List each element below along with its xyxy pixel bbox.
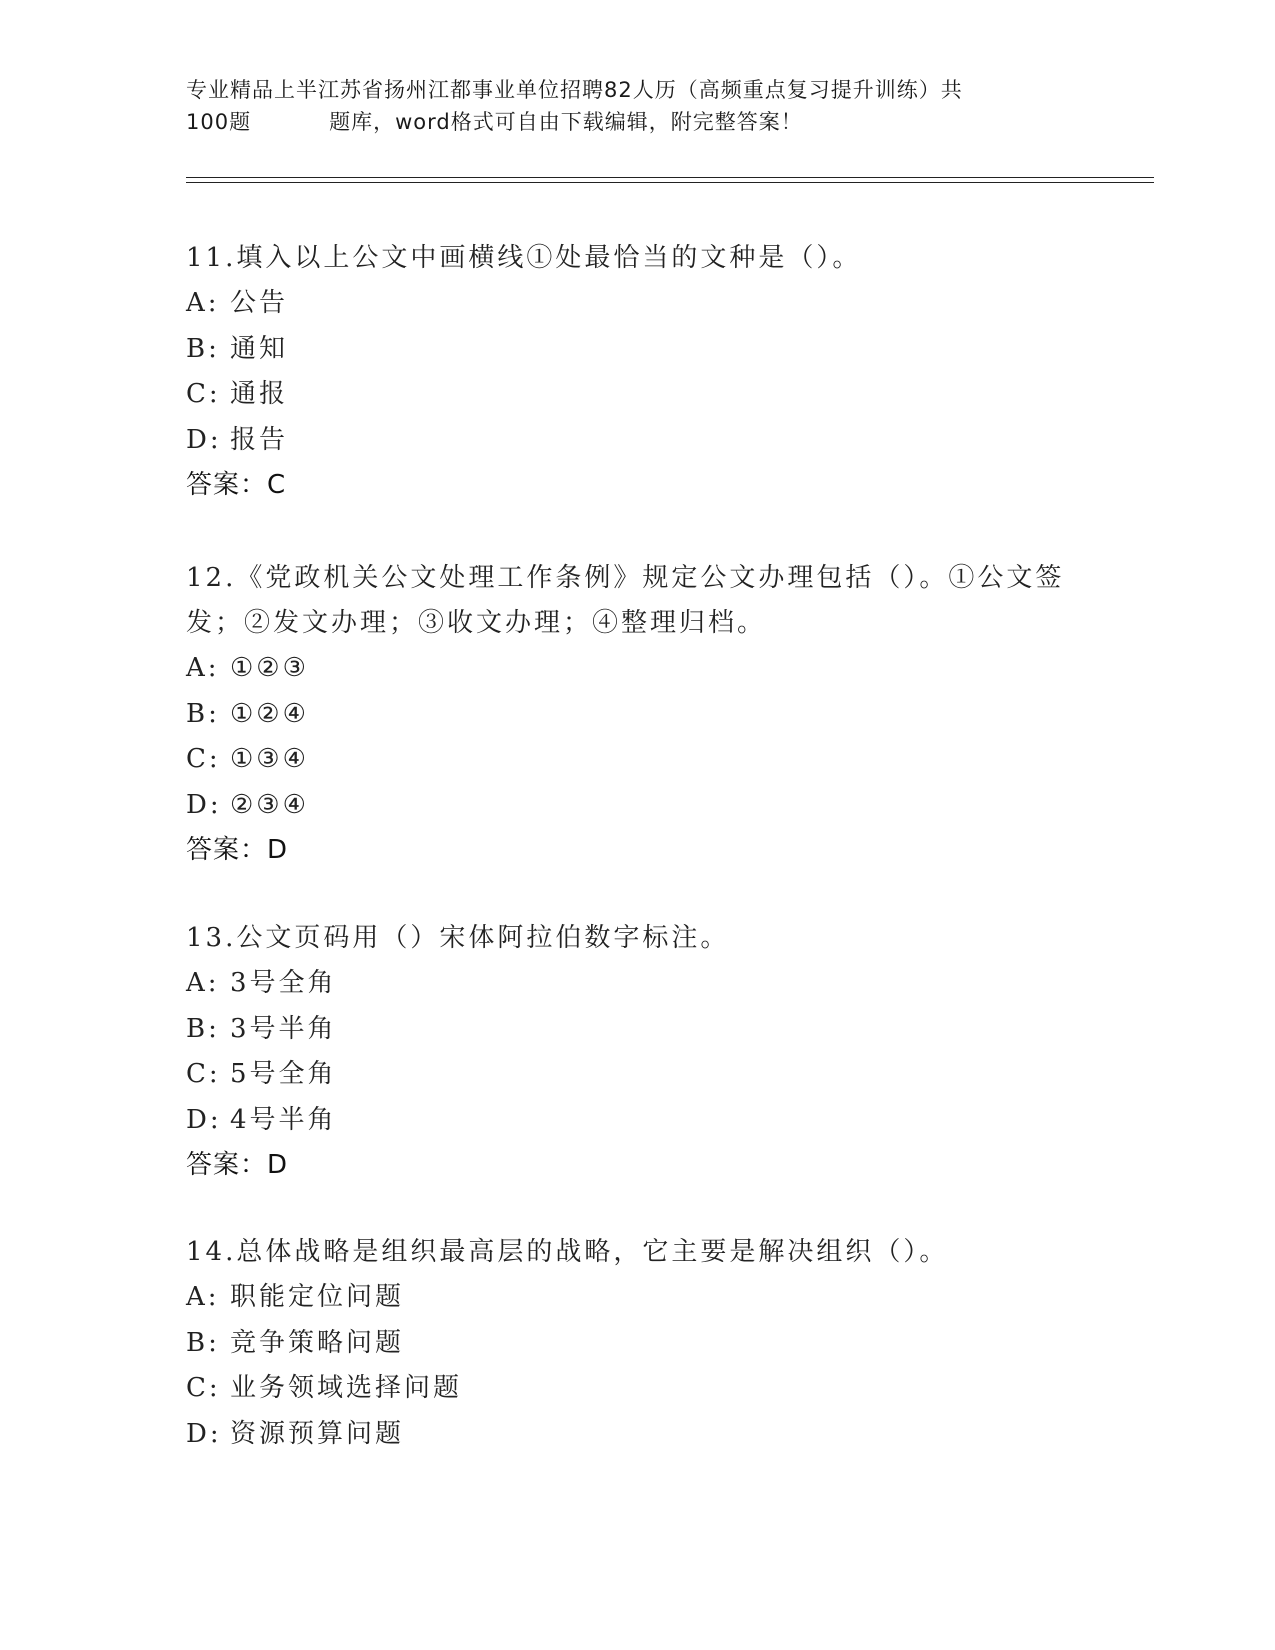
option-b <box>186 1007 1086 1053</box>
option-d <box>186 1412 1086 1458</box>
option-a <box>186 646 1086 692</box>
option-d <box>186 418 1086 464</box>
option-a <box>186 961 1086 1007</box>
option-text: 报告 <box>230 424 289 455</box>
header-divider-bottom <box>186 182 1154 183</box>
option-text: 3号全角 <box>230 968 337 998</box>
option-text: 通报 <box>230 379 289 409</box>
document-header <box>186 74 1086 138</box>
option-a <box>186 281 1086 327</box>
header-divider-top <box>186 177 1154 178</box>
option-letter: C: <box>186 1373 221 1403</box>
answer: 答案：D <box>186 1150 289 1180</box>
option-letter: C: <box>186 379 221 409</box>
option-letter: B: <box>186 1013 220 1044</box>
option-text: ①②③ <box>230 653 309 683</box>
header-title-line1: 专业精品上半江苏省扬州江都事业单位招聘82人历（高频重点复习提升训练）共 <box>186 78 963 102</box>
option-letter: D: <box>186 789 222 820</box>
option-b <box>186 1321 1086 1367</box>
question-13 <box>186 916 1086 1188</box>
option-letter: D: <box>186 424 222 455</box>
option-letter: A: <box>186 288 220 318</box>
header-title-line2 <box>186 106 1086 138</box>
header-question-count: 100题 <box>186 110 252 134</box>
option-letter: D: <box>186 1104 222 1135</box>
option-text: ②③④ <box>230 789 309 820</box>
answer: 答案：C <box>186 470 287 500</box>
option-text: 5号全角 <box>230 1059 337 1089</box>
option-text: ①②④ <box>230 698 309 729</box>
option-letter: C: <box>186 1059 221 1089</box>
answer: 答案：D <box>186 835 289 865</box>
option-d <box>186 1098 1086 1144</box>
option-b <box>186 327 1086 373</box>
option-c <box>186 1366 1086 1412</box>
option-b <box>186 692 1086 738</box>
option-text: 业务领域选择问题 <box>230 1373 463 1403</box>
question-stem: 13.公文页码用（）宋体阿拉伯数字标注。 <box>186 923 730 953</box>
option-text: 资源预算问题 <box>230 1418 405 1449</box>
option-text: 4号半角 <box>230 1104 337 1135</box>
option-text: 通知 <box>230 333 289 364</box>
question-14 <box>186 1230 1086 1457</box>
option-letter: A: <box>186 968 220 998</box>
option-letter: A: <box>186 1282 220 1312</box>
option-a <box>186 1275 1086 1321</box>
option-letter: B: <box>186 698 220 729</box>
header-description: 题库，word格式可自由下载编辑，附完整答案！ <box>329 110 803 134</box>
option-letter: C: <box>186 744 221 774</box>
option-text: 3号半角 <box>230 1013 337 1044</box>
option-letter: A: <box>186 653 220 683</box>
option-letter: B: <box>186 1327 220 1358</box>
question-stem: 14.总体战略是组织最高层的战略，它主要是解决组织（）。 <box>186 1237 949 1267</box>
option-text: 职能定位问题 <box>230 1282 405 1312</box>
option-letter: D: <box>186 1418 222 1449</box>
option-text: 竞争策略问题 <box>230 1327 405 1358</box>
question-12 <box>186 556 1086 873</box>
option-letter: B: <box>186 333 220 364</box>
question-11 <box>186 236 1086 508</box>
option-d <box>186 783 1086 829</box>
option-c <box>186 372 1086 418</box>
option-text: 公告 <box>230 288 289 318</box>
question-stem: 12.《党政机关公文处理工作条例》规定公文办理包括（）。①公文签发；②发文办理；③收文办理；④整理归档。 <box>186 563 1065 638</box>
option-c <box>186 737 1086 783</box>
question-stem: 11.填入以上公文中画横线①处最恰当的文种是（）。 <box>186 243 862 273</box>
option-text: ①③④ <box>230 744 309 774</box>
option-c <box>186 1052 1086 1098</box>
